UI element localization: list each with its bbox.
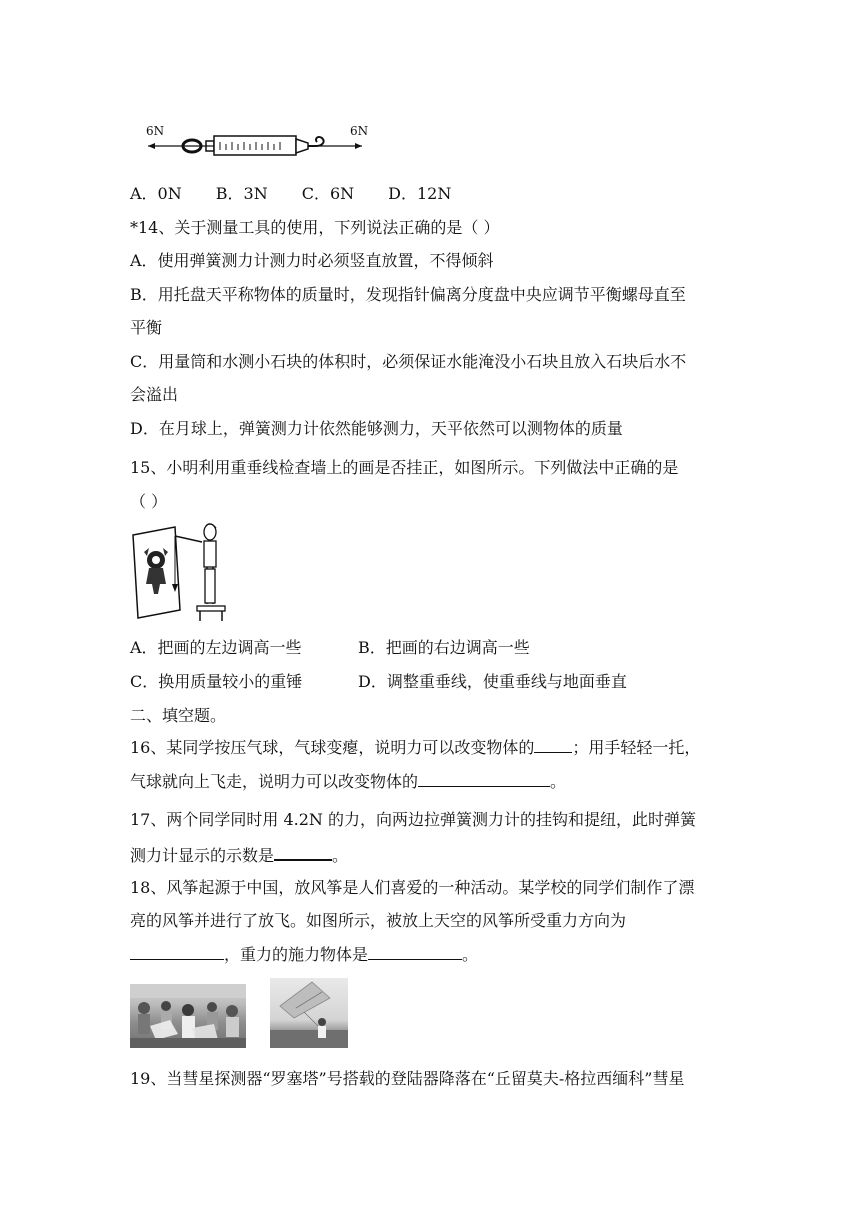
q13-option-d[interactable]: D．12N [388,184,452,203]
q14-stem: *14、关于测量工具的使用，下列说法正确的是（ ） [130,218,500,237]
q18-text-b: 。 [462,945,479,964]
q16-blank-2[interactable] [418,770,550,787]
q18-line3 [130,943,478,965]
left-force-label: 6N [146,124,165,138]
q17-blank[interactable] [274,843,332,861]
q16-line1 [130,736,700,758]
kite-flying-photo [270,978,348,1048]
q15-option-a[interactable]: A．把画的左边调高一些 [130,638,302,657]
q18-line2: 亮的风筝并进行了放飞。如图所示，被放上天空的风筝所受重力方向为 [130,911,627,930]
kite-making-scene [130,984,246,1048]
q15-options-row1 [130,638,530,658]
q17-line1: 17、两个同学同时用 4.2N 的力，向两边拉弹簧测力计的挂钩和提纽，此时弹簧 [130,810,696,829]
q18-blank-2[interactable] [368,943,462,960]
q19-line1: 19、当彗星探测器“罗塞塔”号搭载的登陆器降落在“丘留莫夫-格拉西缅科”彗星 [130,1069,685,1088]
kite-making-photo [130,984,246,1048]
q17-text-a: 测力计显示的示数是 [130,846,275,865]
spring-scale-diagram [140,122,370,162]
q14-option-c[interactable]: C．用量筒和水测小石块的体积时，必须保证水能淹没小石块且放入石块后水不 [130,352,687,371]
plumb-line-diagram [130,522,230,622]
section-title: 二、填空题。 [130,706,227,725]
q18-line1: 18、风筝起源于中国，放风筝是人们喜爱的一种活动。某学校的同学们制作了漂 [130,878,695,897]
q13-option-b[interactable]: B．3N [215,184,268,203]
q13-option-c[interactable]: C．6N [301,184,355,203]
q14-option-a[interactable]: A．使用弹簧测力计测力时必须竖直放置，不得倾斜 [130,251,494,270]
q16-text-b: ；用手轻轻一托， [572,738,701,757]
q13-option-a[interactable]: A．0N [130,184,182,203]
q14-option-d[interactable]: D．在月球上，弹簧测力计依然能够测力，天平依然可以测物体的质量 [130,419,623,438]
q14-option-b-cont: 平衡 [130,318,163,337]
q15-stem-cont: （ ） [130,492,168,511]
q16-text-a: 16、某同学按压气球，气球变瘪，说明力可以改变物体的 [130,738,535,757]
q16-text-c: 气球就向上飞走，说明力可以改变物体的 [130,772,419,791]
q15-option-d[interactable]: D．调整重垂线，使重垂线与地面垂直 [358,672,627,691]
q16-blank-1[interactable] [534,736,572,753]
spring-scale-figure [140,122,370,162]
q15-option-c[interactable]: C．换用质量较小的重锤 [130,672,303,691]
q18-text-a: ，重力的施力物体是 [224,945,369,964]
q14-option-b[interactable]: B．用托盘天平称物体的质量时，发现指针偏离分度盘中央应调节平衡螺母直至 [130,285,686,304]
q13-options [130,184,451,204]
q14-option-c-cont: 会溢出 [130,385,179,404]
q17-line2 [130,843,348,866]
plumb-line-figure [130,522,230,622]
right-force-label: 6N [350,124,369,138]
q15-stem: 15、小明利用重垂线检查墙上的画是否挂正，如图所示。下列做法中正确的是 [130,458,679,477]
kite-flying-scene [270,978,348,1048]
q15-option-b[interactable]: B．把画的右边调高一些 [358,638,530,657]
q18-blank-1[interactable] [130,943,224,960]
q17-text-b: 。 [332,846,349,865]
q16-line2 [130,770,566,792]
q16-text-d: 。 [550,772,567,791]
q15-options-row2 [130,672,627,692]
